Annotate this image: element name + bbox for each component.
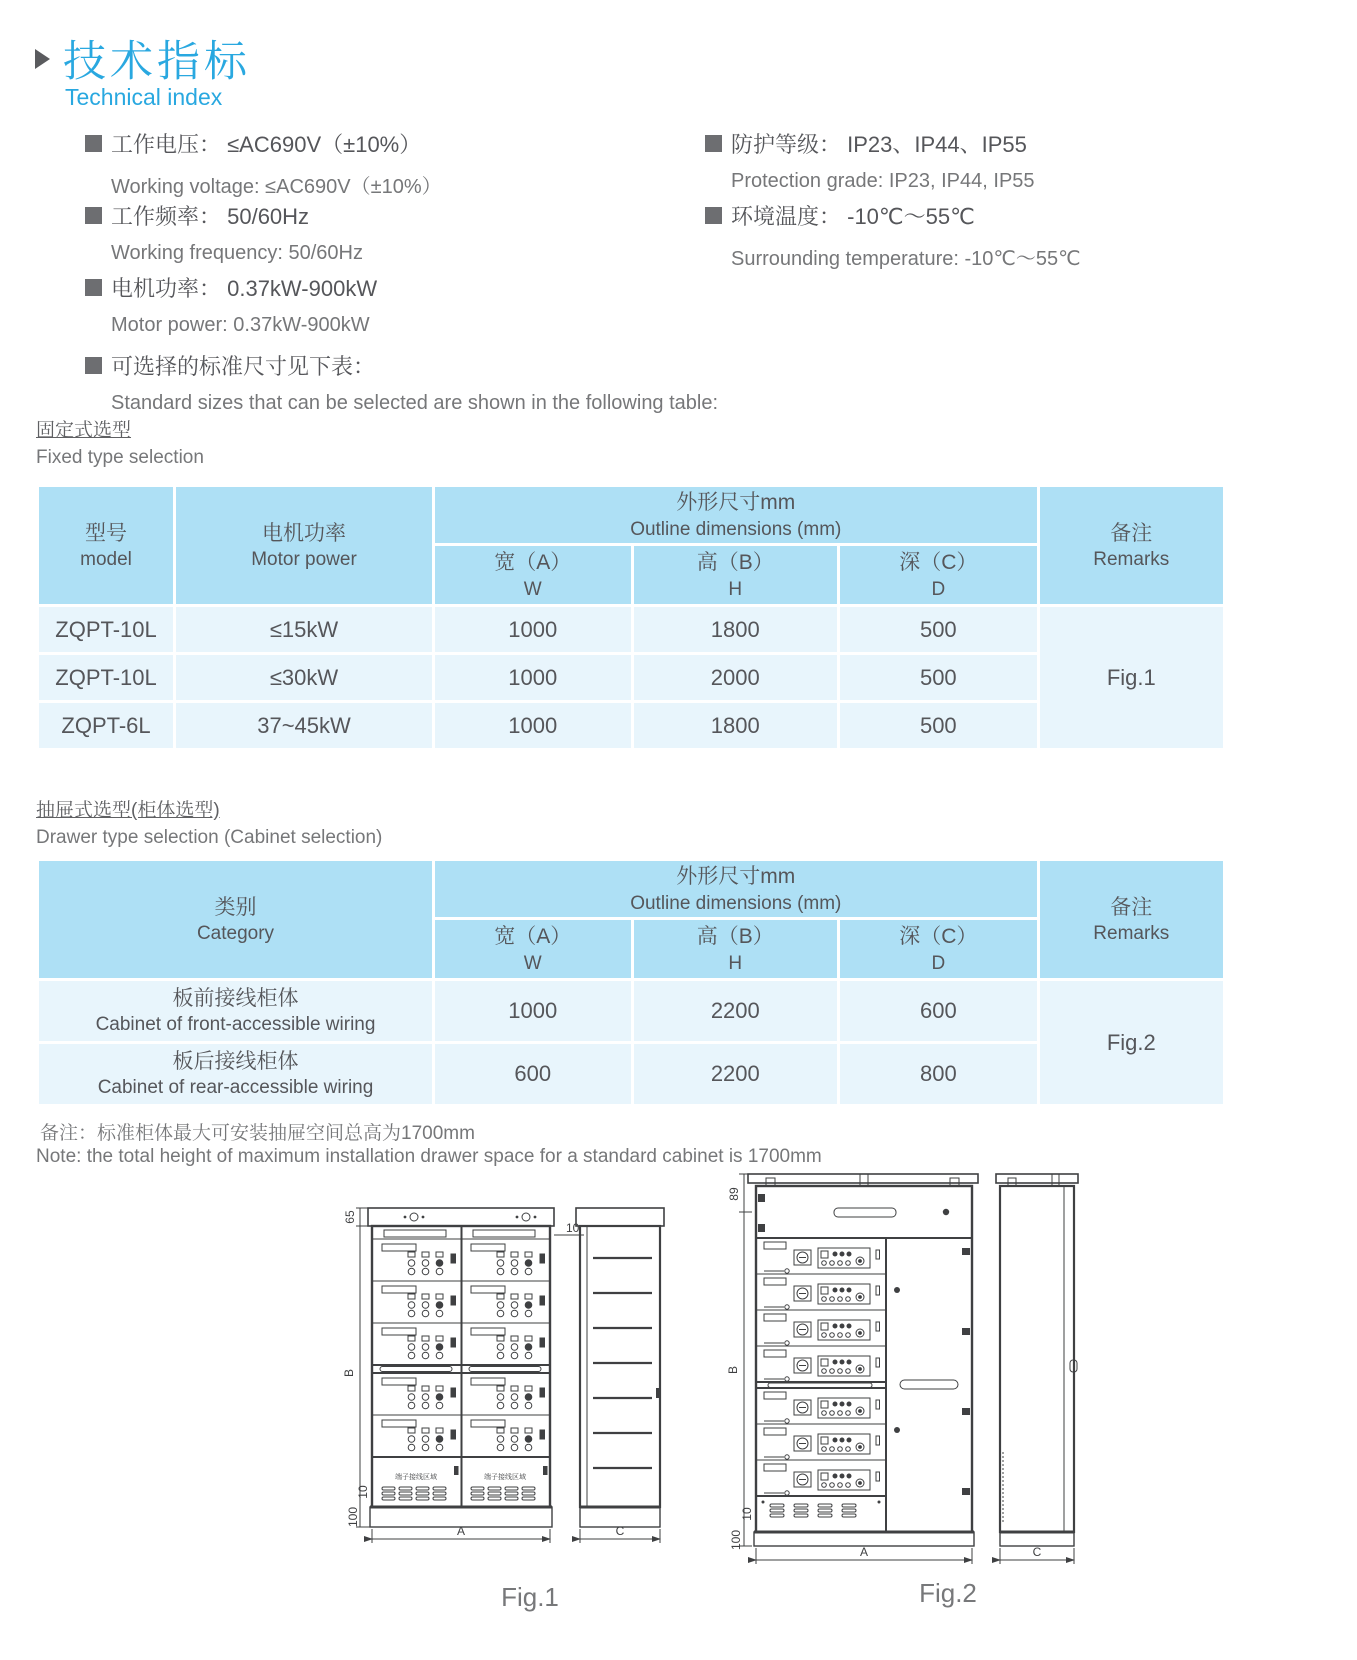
col-header-depth (840, 546, 1037, 604)
header-en: W (523, 578, 542, 600)
table2-section-title-cn: 抽屉式选型(柜体选型) (36, 800, 220, 821)
spec-motor-power (85, 272, 377, 337)
fig2-dim-depth: C (1032, 1545, 1042, 1559)
spec-en: Motor power: 0.37kW-900kW (111, 314, 370, 336)
col-header-remarks (1040, 487, 1223, 604)
col-header-depth (840, 920, 1037, 978)
cell-width: 1000 (435, 703, 631, 748)
bullet-square-icon (85, 357, 102, 374)
category-en: Cabinet of front-accessible wiring (95, 1014, 376, 1036)
cell-height: 1800 (634, 607, 838, 652)
cell-depth: 600 (840, 981, 1037, 1041)
fig1-dim-top: 65 (343, 1210, 357, 1224)
col-header-outline-dimensions (435, 487, 1037, 543)
header-en: Remarks (1093, 923, 1170, 945)
col-header-category (39, 861, 432, 978)
table-row (39, 981, 1223, 1041)
header-cn: 宽（A） (494, 551, 572, 575)
spec-cn: 电机功率： 0.37kW-900kW (111, 276, 378, 301)
section-arrow-icon (35, 49, 50, 69)
cell-power: 37~45kW (176, 703, 432, 748)
col-header-motor-power (176, 487, 432, 604)
cell-depth: 500 (840, 703, 1037, 748)
header-cn: 宽（A） (494, 925, 572, 949)
fig2-dim-width: A (859, 1545, 869, 1559)
fig1-caption: Fig.1 (501, 1582, 559, 1612)
cell-depth: 500 (840, 655, 1037, 700)
fig1-dim-base: 100 (346, 1506, 360, 1528)
page-title: 技术指标 (63, 38, 251, 86)
col-header-outline-dimensions (435, 861, 1037, 917)
header-en: D (931, 952, 946, 974)
header-cn: 型号 (85, 521, 128, 545)
header-cn: 备注 (1110, 521, 1153, 545)
header-en: Motor power (251, 549, 357, 571)
drawer-type-table (36, 858, 1226, 1107)
bullet-square-icon (705, 135, 722, 152)
fig2-dim-base: 100 (729, 1529, 743, 1551)
spec-working-voltage (85, 128, 442, 199)
fig2-dim-left: B (726, 1365, 740, 1375)
note-cn: 备注：标准柜体最大可安装抽屉空间总高为1700mm (40, 1123, 475, 1144)
cell-height: 1800 (634, 703, 838, 748)
cell-category (39, 1044, 432, 1104)
fig2-drawing (712, 1112, 1084, 1578)
page-subtitle: Technical index (65, 84, 223, 110)
cell-remark: Fig.1 (1040, 607, 1223, 748)
cell-width: 1000 (435, 981, 631, 1041)
table1-section-title-en: Fixed type selection (36, 447, 204, 468)
col-header-height (634, 546, 838, 604)
spec-cn: 工作频率： 50/60Hz (111, 204, 310, 229)
fig2-side-view (996, 1174, 1078, 1564)
fig1-dim-left: B (342, 1368, 356, 1378)
header-en: D (931, 578, 946, 600)
spec-cn: 工作电压： ≤AC690V（±10%） (111, 132, 422, 157)
col-header-remarks (1040, 861, 1223, 978)
cell-depth: 500 (840, 607, 1037, 652)
spec-en: Working voltage: ≤AC690V（±10%） (111, 176, 442, 198)
header-en: Outline dimensions (mm) (630, 518, 842, 540)
spec-protection-grade (705, 128, 1035, 193)
header-en: Category (196, 923, 275, 945)
fig1-side-view (576, 1208, 664, 1543)
spec-surrounding-temperature (705, 200, 1081, 271)
spec-standard-sizes-intro (85, 350, 718, 415)
col-header-height (634, 920, 838, 978)
col-header-model (39, 487, 173, 604)
spec-en: Standard sizes that can be selected are shown in the following table: (111, 392, 719, 414)
header-en: W (523, 952, 542, 974)
table2-section-title-en: Drawer type selection (Cabinet selection) (36, 827, 383, 848)
header-cn: 电机功率 (262, 521, 347, 545)
fig1-front-view (368, 1208, 554, 1527)
fig1-dim-cap: 10 (566, 1221, 580, 1235)
spec-en: Protection grade: IP23, IP44, IP55 (731, 170, 1035, 192)
cell-depth: 800 (840, 1044, 1037, 1104)
cell-category (39, 981, 432, 1041)
cell-model: ZQPT-6L (39, 703, 173, 748)
header-cn: 类别 (214, 895, 257, 919)
header-cn: 高（B） (696, 551, 774, 575)
fig1-dim-vent: 10 (356, 1485, 370, 1499)
bullet-square-icon (85, 207, 102, 224)
cell-power: ≤30kW (176, 655, 432, 700)
fig2-front-view (748, 1174, 978, 1546)
fig1-terminal-label: 端子接线区域 (395, 1474, 437, 1481)
col-header-width (435, 546, 631, 604)
cell-height: 2200 (634, 1044, 838, 1104)
spec-working-frequency (85, 200, 363, 265)
header-cn: 高（B） (696, 925, 774, 949)
fig1-dimensions (342, 1208, 584, 1543)
category-cn: 板前接线柜体 (172, 986, 299, 1010)
header-en: H (728, 578, 743, 600)
spec-en: Surrounding temperature: -10℃～55℃ (731, 248, 1081, 270)
fig2-dim-top: 89 (727, 1187, 741, 1201)
bullet-square-icon (85, 279, 102, 296)
cell-width: 600 (435, 1044, 631, 1104)
spec-cn: 环境温度： -10℃～55℃ (731, 204, 975, 229)
header-en: Outline dimensions (mm) (630, 892, 842, 914)
bullet-square-icon (705, 207, 722, 224)
cell-remark: Fig.2 (1040, 981, 1223, 1104)
spec-en: Working frequency: 50/60Hz (111, 242, 363, 264)
note-en: Note: the total height of maximum installation drawer space for a standard cabinet is 1700mm (36, 1146, 822, 1167)
table-row (39, 607, 1223, 652)
header-cn: 深（C） (899, 551, 978, 575)
bullet-square-icon (85, 135, 102, 152)
spec-cn: 防护等级： IP23、IP44、IP55 (731, 132, 1027, 157)
header-en: model (80, 549, 132, 571)
cell-model: ZQPT-10L (39, 607, 173, 652)
cell-power: ≤15kW (176, 607, 432, 652)
category-en: Cabinet of rear-accessible wiring (97, 1077, 374, 1099)
fixed-type-table (36, 484, 1226, 751)
fig1-dim-depth: C (615, 1524, 625, 1538)
cell-height: 2200 (634, 981, 838, 1041)
header-cn: 外形尺寸mm (676, 865, 796, 889)
fig1-drawing (330, 1138, 702, 1574)
cell-width: 1000 (435, 607, 631, 652)
fig1-dim-width: A (456, 1524, 466, 1538)
header-en: H (728, 952, 743, 974)
spec-cn: 可选择的标准尺寸见下表： (111, 354, 376, 379)
table1-section-title-cn: 固定式选型 (36, 420, 132, 441)
header-cn: 深（C） (899, 925, 978, 949)
fig1-terminal-label: 端子接线区域 (484, 1474, 526, 1481)
fig2-dim-vent: 10 (740, 1507, 754, 1521)
header-cn: 外形尺寸mm (676, 491, 796, 515)
col-header-width (435, 920, 631, 978)
fig2-caption: Fig.2 (919, 1578, 977, 1608)
header-en: Remarks (1093, 549, 1170, 571)
cell-height: 2000 (634, 655, 838, 700)
cell-width: 1000 (435, 655, 631, 700)
header-cn: 备注 (1110, 895, 1153, 919)
category-cn: 板后接线柜体 (172, 1049, 299, 1073)
cell-model: ZQPT-10L (39, 655, 173, 700)
